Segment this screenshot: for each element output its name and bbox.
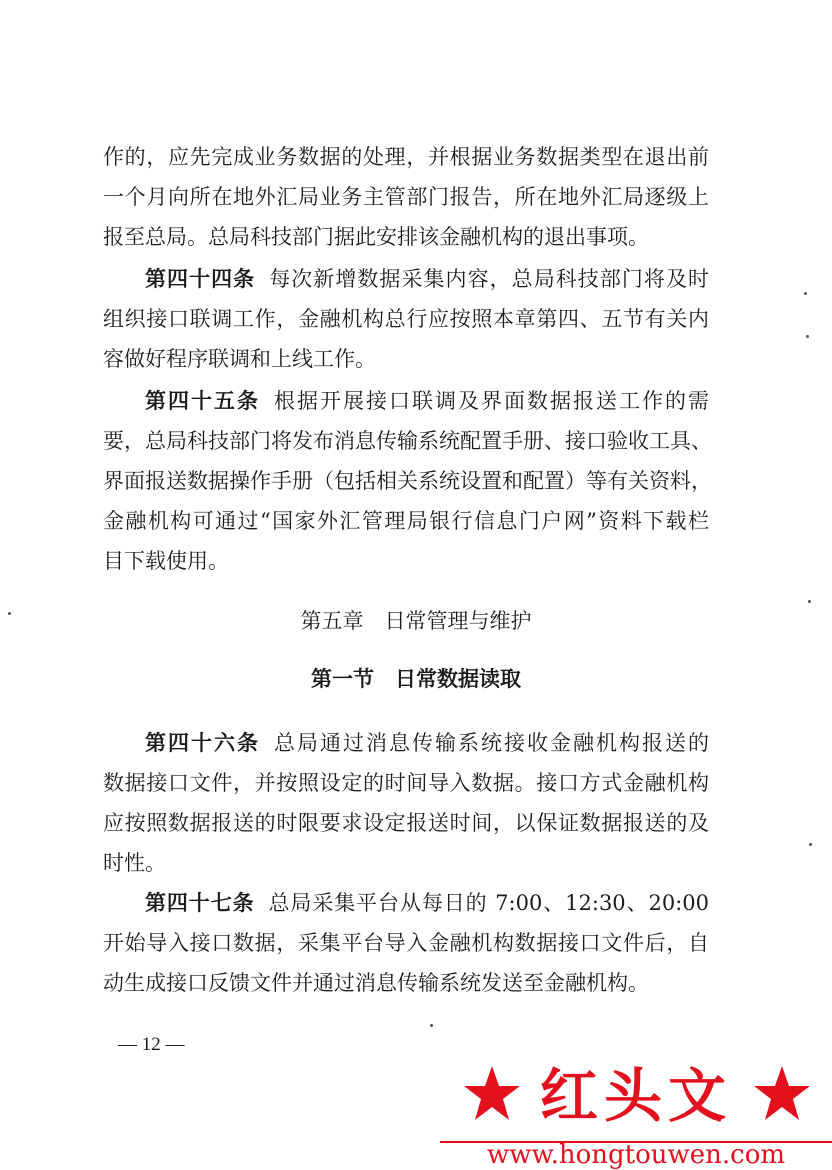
body-line: 作的，应先完成业务数据的处理，并根据业务数据类型在退出前	[103, 145, 709, 169]
article-45-text: 根据开展接口联调及界面数据报送工作的需	[274, 389, 709, 413]
watermark-url: www.hongtouwen.com	[486, 1140, 786, 1170]
body-line: 时性。	[103, 851, 166, 875]
body-line: 容做好程序联调和上线工作。	[103, 347, 376, 371]
body-line: 应按照数据报送的时限要求设定报送时间，以保证数据报送的及	[103, 811, 709, 835]
scan-speck	[804, 292, 807, 295]
article-47-label: 第四十七条	[145, 890, 255, 915]
chapter-title: 第五章 日常管理与维护	[300, 609, 532, 633]
body-line: 开始导入接口数据，采集平台导入金融机构数据接口文件后，自	[103, 931, 709, 955]
article-44-label: 第四十四条	[145, 266, 256, 291]
watermark-title: 红头文	[539, 1062, 732, 1130]
body-line: 动生成接口反馈文件并通过消息传输系统发送至金融机构。	[103, 971, 649, 995]
body-line: 组织接口联调工作，金融机构总行应按照本章第四、五节有关内	[103, 307, 709, 331]
body-line: 金融机构可通过“国家外汇管理局银行信息门户网”资料下载栏	[103, 509, 709, 533]
section-title: 第一节 日常数据读取	[311, 666, 521, 691]
article-44-text: 每次新增数据采集内容，总局科技部门将及时	[269, 267, 710, 291]
body-line: 要，总局科技部门将发布消息传输系统配置手册、接口验收工具、	[103, 429, 712, 453]
scan-speck	[808, 600, 811, 603]
article-45-first-line	[145, 385, 709, 417]
article-47-text: 总局采集平台从每日的 7:00、12:30、20:00	[268, 891, 709, 915]
article-46-label: 第四十六条	[145, 730, 260, 755]
scan-speck	[430, 1024, 433, 1027]
scan-speck	[806, 335, 809, 338]
scan-speck	[809, 843, 812, 846]
article-46-first-line	[145, 727, 709, 759]
body-line: 报至总局。总局科技部门据此安排该金融机构的退出事项。	[103, 225, 649, 249]
scan-speck	[8, 612, 11, 615]
body-line: 界面报送数据操作手册（包括相关系统设置和配置）等有关资料，	[103, 469, 712, 493]
article-47-first-line	[145, 887, 709, 919]
article-45-label: 第四十五条	[145, 388, 260, 413]
article-44-first-line	[145, 263, 709, 295]
body-line: 一个月向所在地外汇局业务主管部门报告，所在地外汇局逐级上	[103, 185, 709, 209]
page-number: — 12 —	[118, 1034, 185, 1055]
body-line: 目下载使用。	[103, 549, 229, 573]
watermark	[440, 1058, 832, 1169]
body-line: 数据接口文件，并按照设定的时间导入数据。接口方式金融机构	[103, 771, 709, 795]
article-46-text: 总局通过消息传输系统接收金融机构报送的	[274, 731, 709, 755]
